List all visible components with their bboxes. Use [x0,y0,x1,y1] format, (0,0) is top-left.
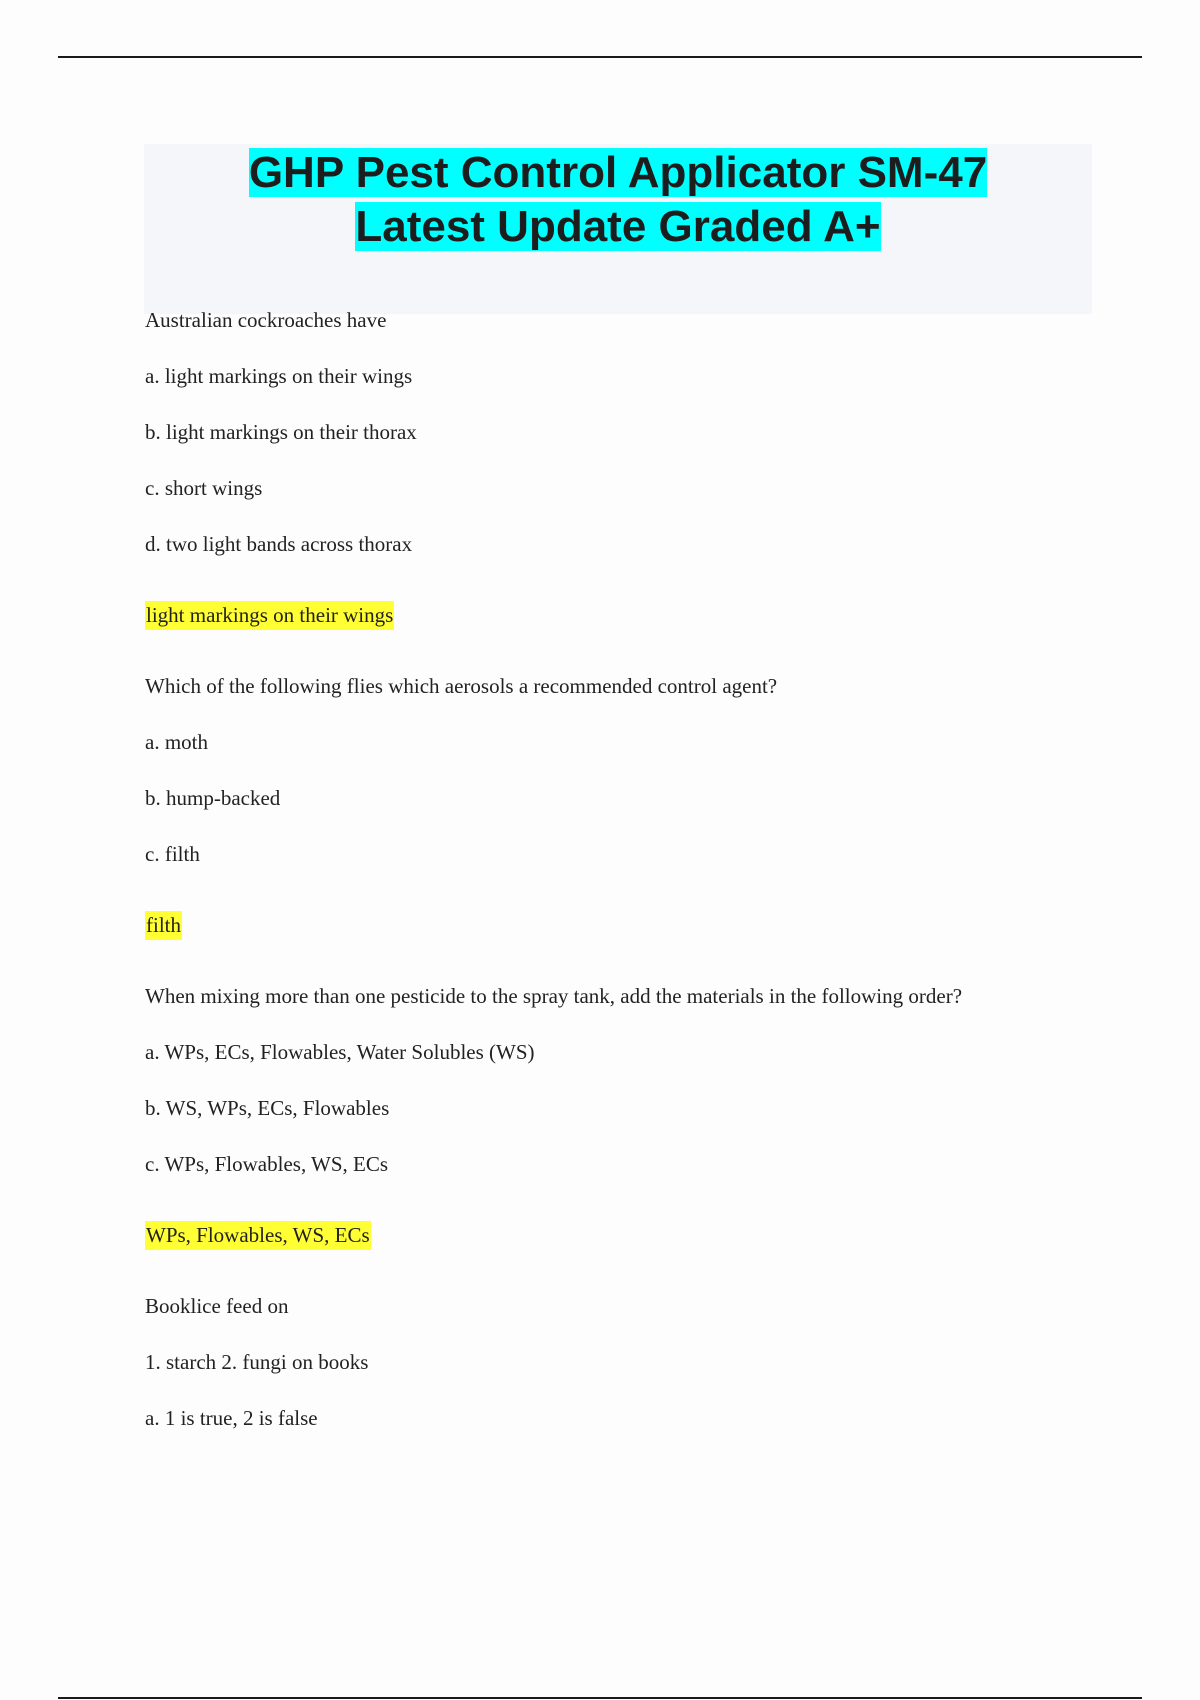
option-c: c. WPs, Flowables, WS, ECs [145,1152,389,1176]
option-c: c. filth [145,842,200,866]
answer-highlight: WPs, Flowables, WS, ECs [145,1221,371,1250]
question-list [145,309,1105,1429]
title-box [144,144,1092,314]
document-title [144,144,1092,254]
option-a: a. 1 is true, 2 is false [145,1406,318,1430]
answer-highlight: light markings on their wings [145,601,394,630]
title-line-1: GHP Pest Control Applicator SM-47 [248,148,988,197]
statement-list: 1. starch 2. fungi on books [145,1350,369,1374]
answer-row [145,604,1105,626]
option-b: b. hump-backed [145,786,281,810]
footer-rule [58,1697,1142,1699]
option-a: a. WPs, ECs, Flowables, Water Solubles (WS) [145,1040,535,1064]
title-line-2: Latest Update Graded A+ [355,202,881,251]
option-a: a. moth [145,730,208,754]
question-text: Australian cockroaches have [145,308,387,332]
option-d: d. two light bands across thorax [145,532,413,556]
question-text: Which of the following flies which aerosols a recommended control agent? [145,674,778,698]
answer-row [145,1224,1105,1246]
option-a: a. light markings on their wings [145,364,413,388]
answer-row [145,914,1105,936]
header-rule [58,56,1142,58]
question-text: When mixing more than one pesticide to the spray tank, add the materials in the following order? [145,984,963,1008]
option-b: b. WS, WPs, ECs, Flowables [145,1096,390,1120]
option-b: b. light markings on their thorax [145,420,417,444]
option-c: c. short wings [145,476,263,500]
answer-highlight: filth [145,911,182,940]
question-text: Booklice feed on [145,1294,289,1318]
